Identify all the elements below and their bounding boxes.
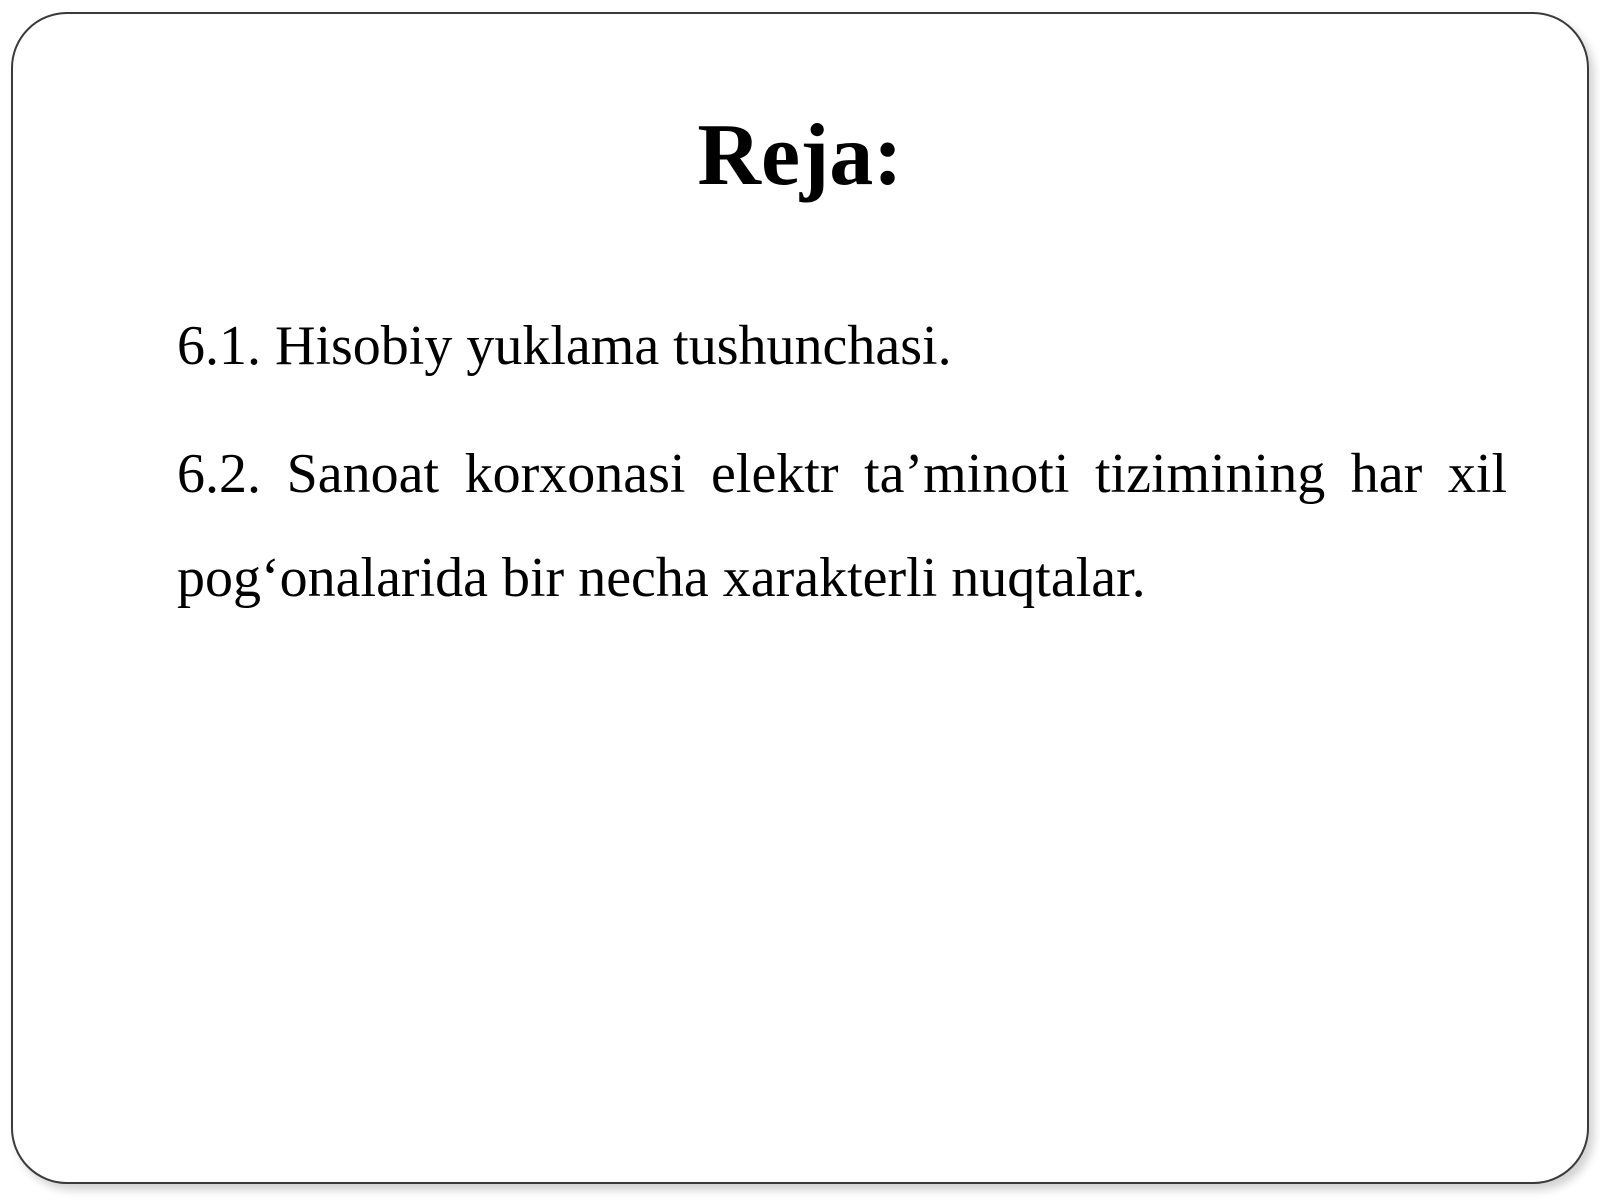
plan-item-6-2: 6.2. Sanoat korxonasi elektr ta’minoti tizimining har xil pog‘onalarida bir necha xarakterli nuqtalar.: [177, 443, 1507, 609]
plan-item-6-1: 6.1. Hisobiy yuklama tushunchasi.: [177, 315, 952, 377]
slide-title: Reja:: [697, 107, 903, 204]
slide-card: [11, 12, 1589, 1184]
plan-list: [177, 294, 1507, 630]
